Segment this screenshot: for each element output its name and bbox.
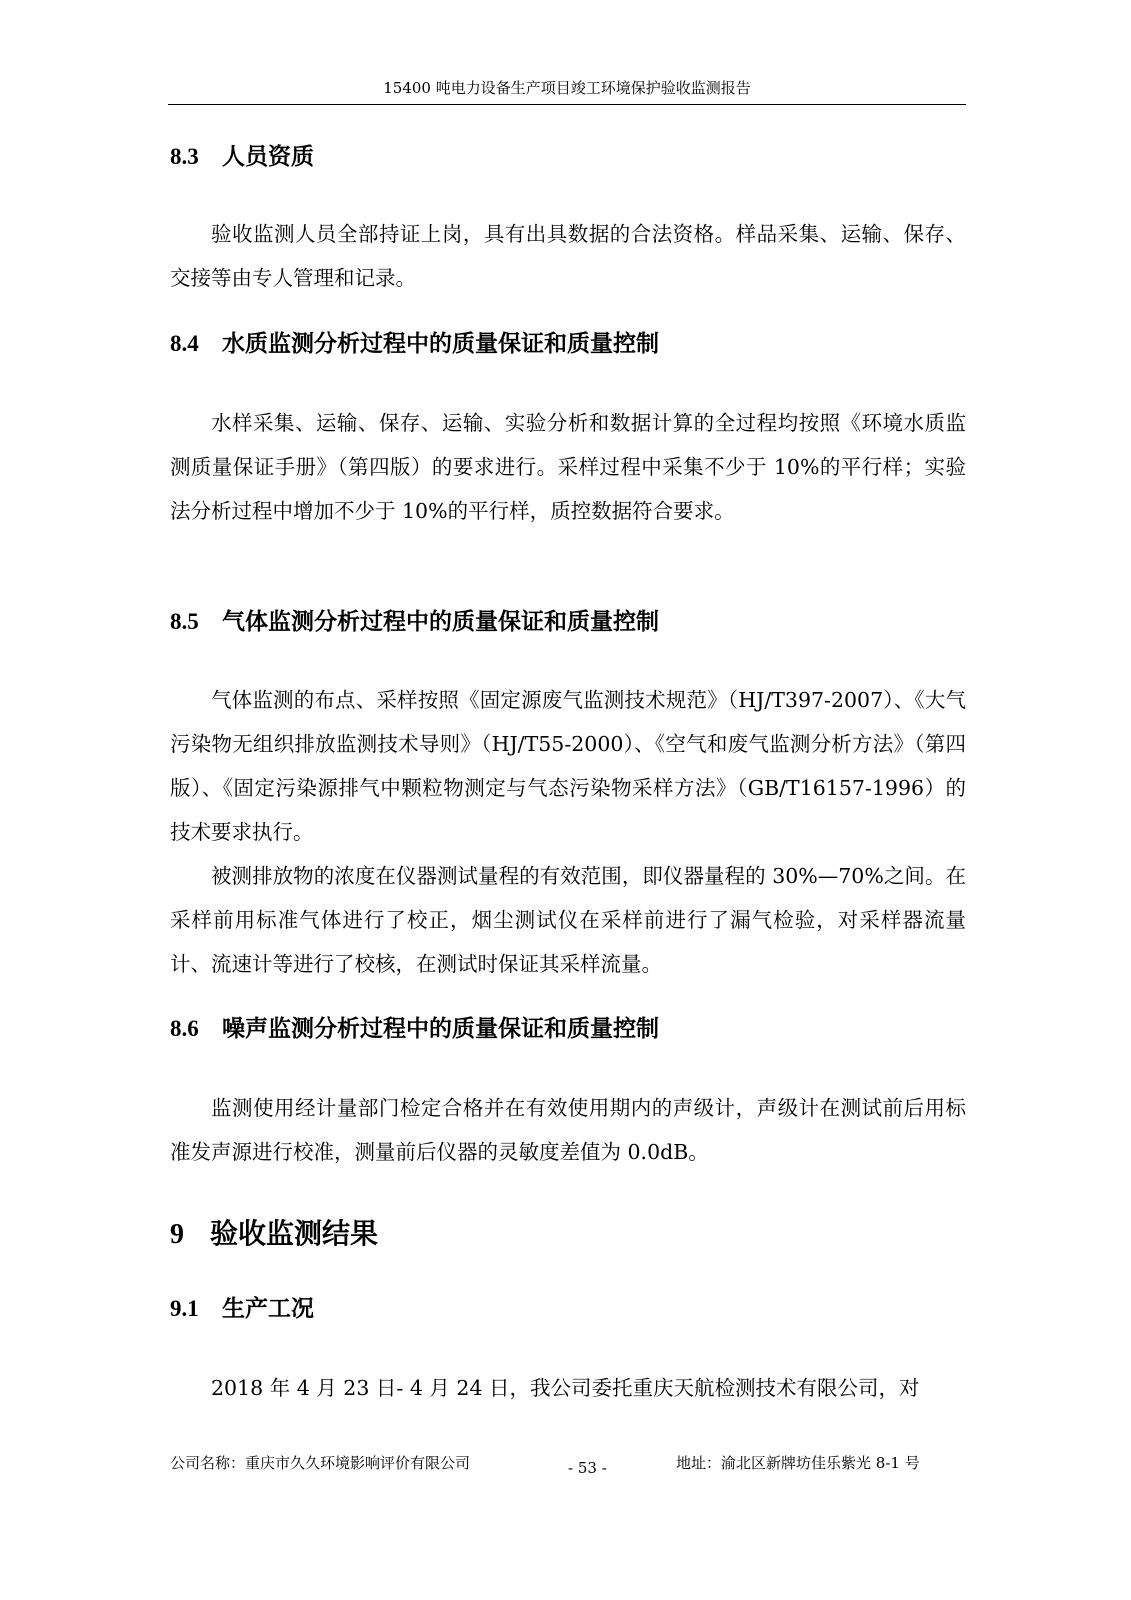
section-number: 8.6 <box>170 1016 199 1041</box>
section-heading-8-4 <box>170 325 659 358</box>
footer-company: 公司名称：重庆市久久环境影响评价有限公司 <box>170 1454 471 1472</box>
footer-page-number: - 53 - <box>568 1459 607 1477</box>
chapter-heading-9 <box>170 1212 378 1252</box>
section-number: 9.1 <box>170 1296 199 1321</box>
chapter-number: 9 <box>170 1219 184 1250</box>
paragraph-8-4-1: 水样采集、运输、保存、运输、实验分析和数据计算的全过程均按照《环境水质监测质量保证手册》（第四版）的要求进行。采样过程中采集不少于 10%的平行样；实验法分析过程中增加不少于 10%的平行样，质控数据符合要求。 <box>170 411 966 523</box>
paragraph-8-5-2: 被测排放物的浓度在仪器测试量程的有效范围，即仪器量程的 30%—70%之间。在采样前用标准气体进行了校正，烟尘测试仪在采样前进行了漏气检验，对采样器流量计、流速计等进行了校核，在测试时保证其采样流量。 <box>170 864 966 976</box>
section-heading-8-6 <box>170 1010 659 1043</box>
section-number: 8.5 <box>170 609 199 634</box>
footer-address: 地址：渝北区新牌坊佳乐紫光 8-1 号 <box>676 1454 920 1472</box>
chapter-title: 验收监测结果 <box>210 1217 379 1250</box>
section-heading-8-3 <box>170 138 314 171</box>
paragraph-8-3-1: 验收监测人员全部持证上岗，具有出具数据的合法资格。样品采集、运输、保存、交接等由专人管理和记录。 <box>170 222 966 290</box>
section-title: 气体监测分析过程中的质量保证和质量控制 <box>222 609 659 635</box>
paragraph-8-5-1: 气体监测的布点、采样按照《固定源废气监测技术规范》（HJ/T397-2007）、《大气污染物无组织排放监测技术导则》（HJ/T55-2000）、《空气和废气监测分析方法》（第四版）、《固定污染源排气中颗粒物测定与气态污染物采样方法》（GB/T16157-1996）的技术要求执行。 <box>170 688 966 844</box>
section-number: 8.4 <box>170 331 199 356</box>
section-heading-9-1 <box>170 1290 314 1323</box>
section-title: 人员资质 <box>222 144 314 170</box>
page-header <box>168 78 966 105</box>
paragraph-9-1-1: 2018 年 4 月 23 日- 4 月 24 日，我公司委托重庆天航检测技术有限公司，对 <box>211 1376 920 1400</box>
header-title: 15400 吨电力设备生产项目竣工环境保护验收监测报告 <box>383 79 751 97</box>
section-title: 噪声监测分析过程中的质量保证和质量控制 <box>222 1016 659 1042</box>
paragraph-8-6-1: 监测使用经计量部门检定合格并在有效使用期内的声级计，声级计在测试前后用标准发声源进行校准，测量前后仪器的灵敏度差值为 0.0dB。 <box>170 1096 966 1164</box>
section-number: 8.3 <box>170 144 199 169</box>
section-title: 水质监测分析过程中的质量保证和质量控制 <box>222 331 659 357</box>
section-heading-8-5 <box>170 603 659 636</box>
section-title: 生产工况 <box>222 1296 314 1322</box>
